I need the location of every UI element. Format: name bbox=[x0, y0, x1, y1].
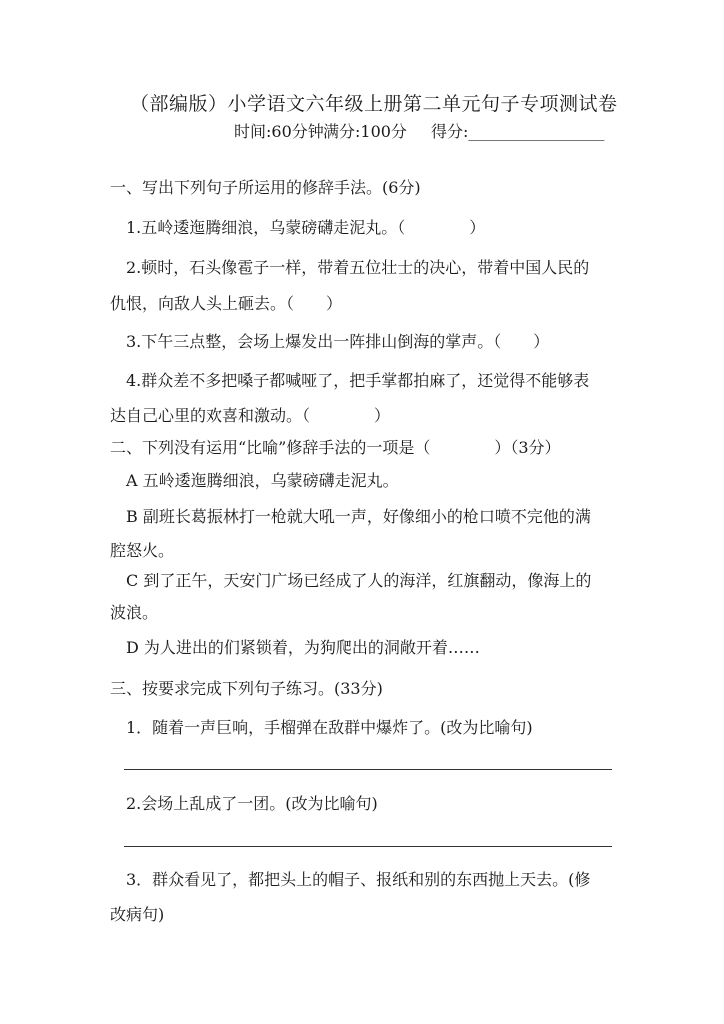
s2-option-b-line-2: 腔怒火。 bbox=[110, 541, 175, 560]
s3-answer-line-1 bbox=[124, 769, 612, 770]
section-1-heading: 一、写出下列句子所运用的修辞手法。(6分) bbox=[110, 178, 421, 197]
section-2-heading: 二、下列没有运用“比喻”修辞手法的一项是（ ）（3分） bbox=[110, 438, 561, 457]
s2-option-b-line-1: B 副班长葛振林打一枪就大吼一声，好像细小的枪口喷不完他的满 bbox=[126, 507, 591, 526]
score-field: 得分:_________________ bbox=[431, 122, 605, 141]
time-label: 时间:60分钟 bbox=[234, 122, 324, 141]
s1-question-3: 3.下午三点整，会场上爆发出一阵排山倒海的掌声。（ ） bbox=[126, 332, 550, 351]
s1-question-2-line-2: 仇恨，向敌人头上砸去。（ ） bbox=[110, 294, 343, 313]
full-score-label: 满分:100分 bbox=[323, 122, 407, 141]
s3-question-3-line-2: 改病句) bbox=[110, 905, 165, 924]
s3-question-2: 2.会场上乱成了一团。(改为比喻句) bbox=[126, 794, 378, 813]
s1-question-4-line-2: 达自己心里的欢喜和激动。（ ） bbox=[110, 406, 391, 425]
s2-option-a: A 五岭逶迤腾细浪，乌蒙磅礴走泥丸。 bbox=[126, 471, 399, 490]
s3-question-1: 1．随着一声巨响，手榴弹在敌群中爆炸了。(改为比喻句) bbox=[126, 718, 533, 737]
s2-option-c-line-1: C 到了正午，天安门广场已经成了人的海洋，红旗翻动，像海上的 bbox=[126, 571, 592, 590]
page-title: （部编版）小学语文六年级上册第二单元句子专项测试卷 bbox=[130, 93, 618, 115]
s1-question-4-line-1: 4.群众差不多把嗓子都喊哑了，把手掌都拍麻了，还觉得不能够表 bbox=[126, 371, 590, 390]
section-3-heading: 三、按要求完成下列句子练习。(33分) bbox=[110, 679, 383, 698]
s1-question-2-line-1: 2.顿时，石头像雹子一样，带着五位壮士的决心，带着中国人民的 bbox=[126, 258, 590, 277]
s2-option-c-line-2: 波浪。 bbox=[110, 603, 159, 622]
s2-option-d: D 为人进出的们紧锁着，为狗爬出的洞敞开着…… bbox=[126, 638, 480, 657]
s1-question-1: 1.五岭逶迤腾细浪，乌蒙磅礴走泥丸。（ ） bbox=[126, 218, 486, 237]
s3-answer-line-2 bbox=[124, 846, 612, 847]
s3-question-3-line-1: 3．群众看见了，都把头上的帽子、报纸和别的东西抛上天去。(修 bbox=[126, 870, 591, 889]
